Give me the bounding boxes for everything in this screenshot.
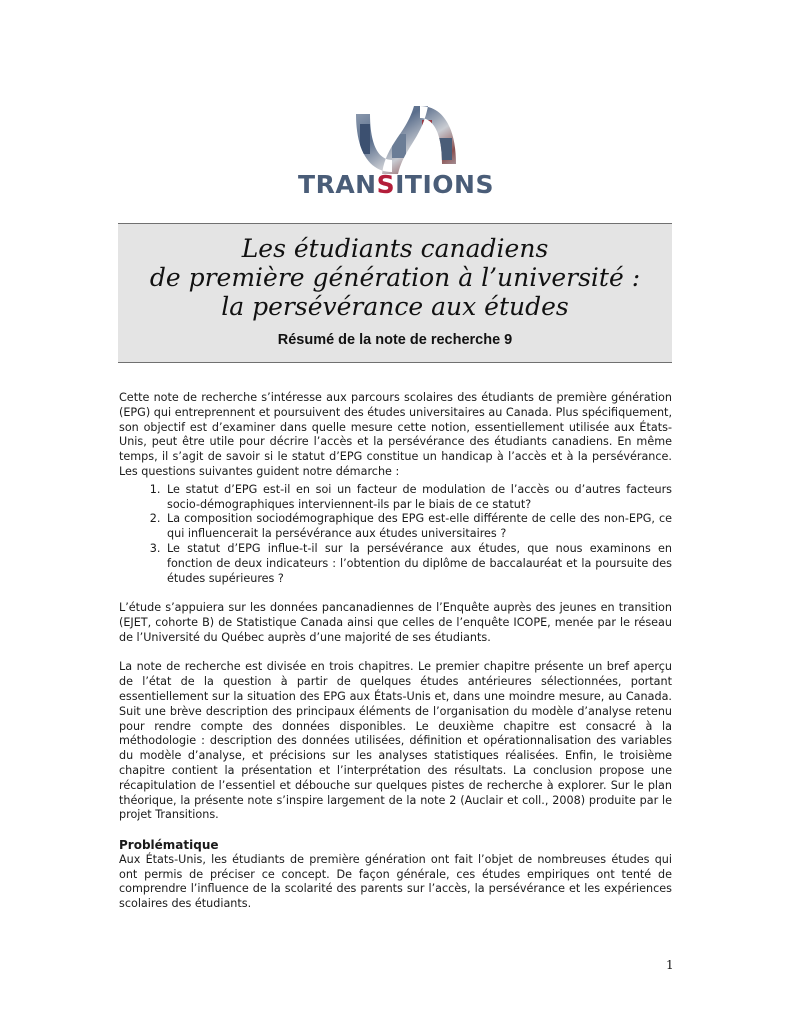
logo-wordmark bbox=[296, 170, 496, 199]
research-questions-list bbox=[119, 483, 672, 587]
title-banner bbox=[118, 223, 672, 363]
logo-photo-mark-icon bbox=[352, 104, 460, 174]
logo-word-after: ITIONS bbox=[395, 170, 494, 199]
problematique-paragraph: Aux États-Unis, les étudiants de première génération ont fait l’objet de nombreuses études qui ont permis de préciser ce concept. De façon générale, ces études empiriques ont tenté de comprendre l’influence de la scolarité des parents sur l’accès, la persévérance et les expériences scolaires des étudiants. bbox=[119, 852, 672, 911]
document-title bbox=[118, 234, 672, 321]
title-line-2: de première génération à l’université : bbox=[149, 263, 641, 292]
structure-paragraph: La note de recherche est divisée en trois chapitres. Le premier chapitre présente un bref aperçu de l’état de la question à partir de quelques études antérieures sélectionnées, portant essentiellement sur la situation des EPG aux États-Unis et, dans une moindre mesure, au Canada. Suit une brève description des principaux éléments de l’organisation du modèle d’analyse retenu pour rendre compte des données disponibles. Le deuxième chapitre est consacré à la méthodologie : description des données utilisées, définition et opérationnalisation des variables du modèle d’analyse, et précisions sur les analyses statistiques réalisées. Enfin, le troisième chapitre contient la présentation et l’interprétation des résultats. La conclusion propose une récapitulation de l’essentiel et débouche sur quelques pistes de recherche à explorer. Sur le plan théorique, la présente note s’inspire largement de la note 2 (Auclair et coll., 2008) produite par le projet Transitions. bbox=[119, 660, 672, 822]
document-subtitle: Résumé de la note de recherche 9 bbox=[277, 332, 513, 348]
title-line-3: la persévérance aux études bbox=[221, 292, 569, 321]
intro-paragraph: Cette note de recherche s’intéresse aux parcours scolaires des étudiants de première génération (EPG) qui entreprennent et poursuivent des études universitaires au Canada. Plus spécifiquement, son objectif est d’examiner dans quelle mesure cette notion, essentiellement utilisée aux États-Unis, peut être utile pour décrire l’accès et la persévérance des étudiants canadiens. En même temps, il s’agit de savoir si le statut d’EPG constitue un handicap à l’accès et à la persévérance. Les questions suivantes guident notre démarche : bbox=[119, 391, 672, 478]
data-sources-paragraph: L’étude s’appuiera sur les données pancanadiennes de l’Enquête auprès des jeunes en transition (EJET, cohorte B) de Statistique Canada ainsi que celles de l’enquête ICOPE, menée par le réseau de l’Université du Québec auprès d’une majorité de ses étudiants. bbox=[119, 601, 672, 644]
logo-word-before: TRAN bbox=[298, 170, 377, 199]
logo-word-accent: S bbox=[376, 170, 396, 199]
section-heading: Problématique bbox=[119, 837, 219, 852]
document-body bbox=[119, 391, 672, 912]
transitions-logo bbox=[296, 104, 496, 199]
research-question-3: 3. Le statut d’EPG influe-t-il sur la persévérance aux études, que nous examinons en fonction de deux indicateurs : l’obtention du diplôme de baccalauréat et la poursuite des études supérieures ? bbox=[164, 542, 672, 586]
research-question-2: 2. La composition sociodémographique des EPG est-elle différente de celle des non-EPG, ce qui influencerait la persévérance aux études universitaires ? bbox=[164, 512, 672, 542]
title-line-1: Les étudiants canadiens bbox=[241, 234, 549, 263]
research-question-1: 1. Le statut d’EPG est-il en soi un facteur de modulation de l’accès ou d’autres facteurs socio-démographiques interviennent-ils par le biais de ce statut? bbox=[164, 483, 672, 513]
page-number: 1 bbox=[666, 958, 674, 972]
